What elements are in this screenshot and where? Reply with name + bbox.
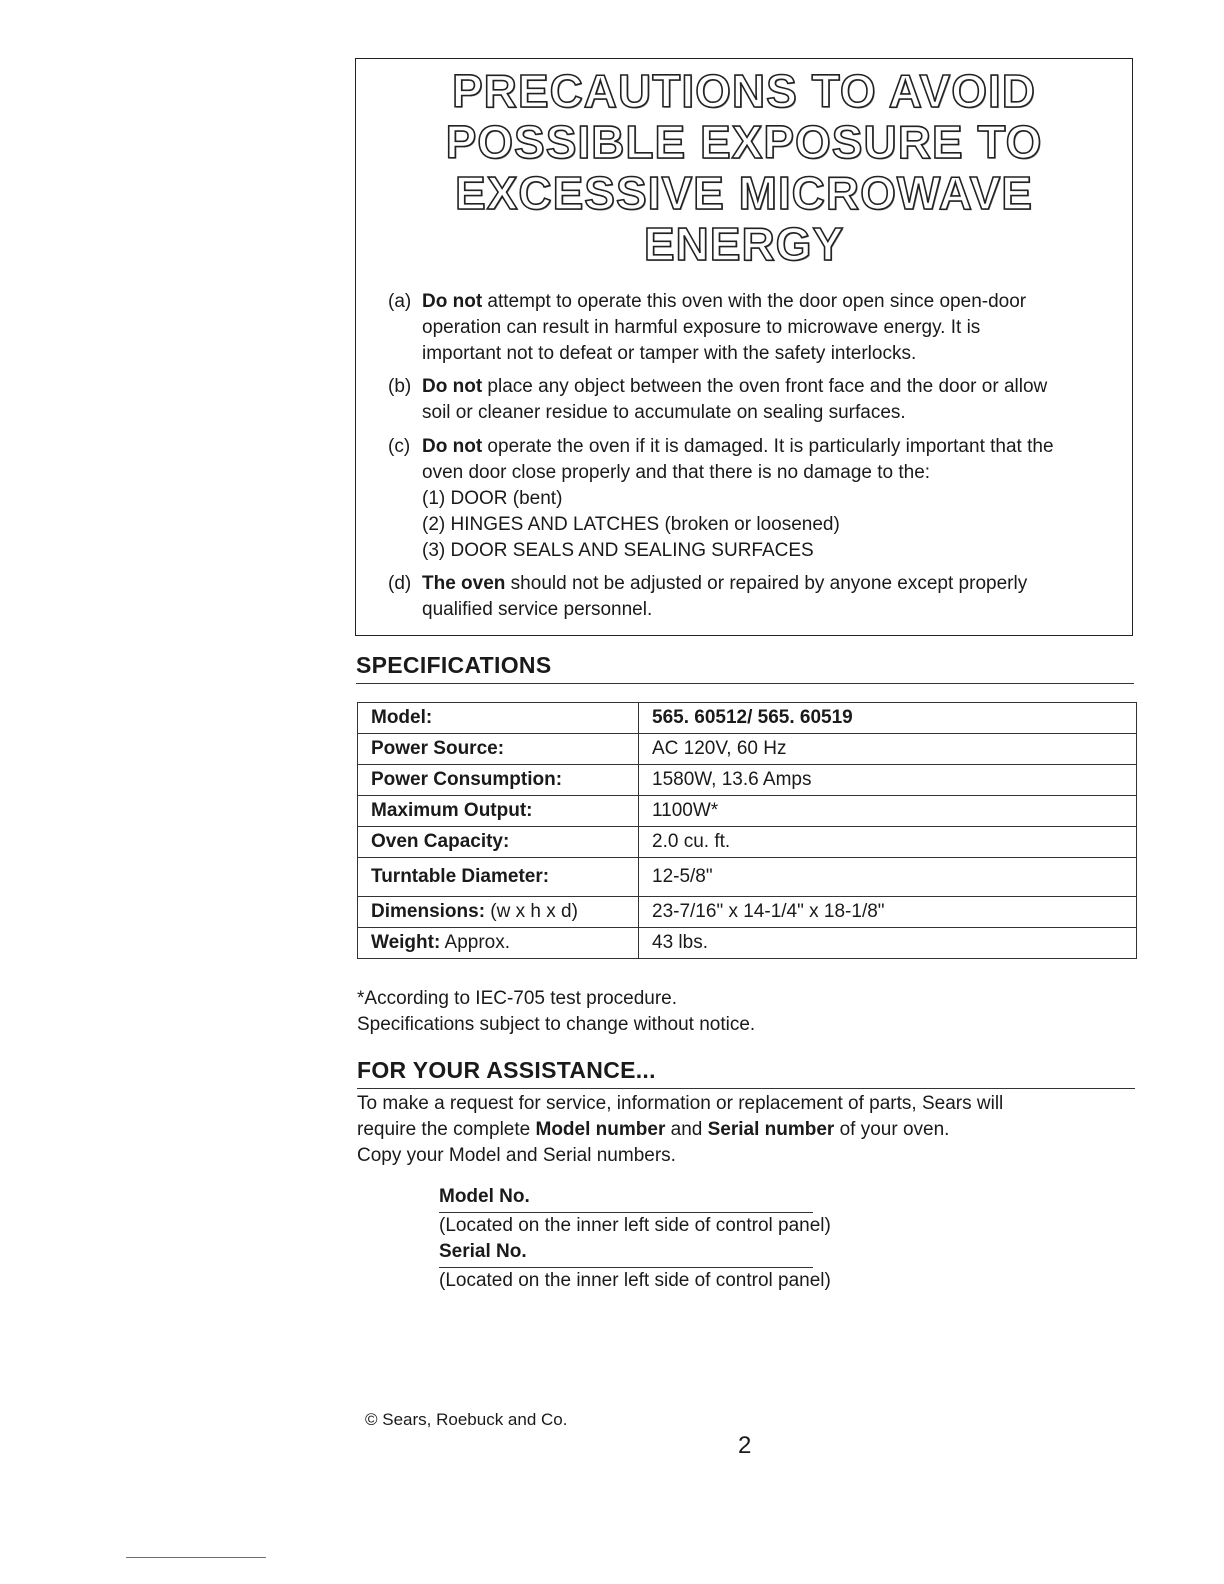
- assistance-rule: [357, 1088, 1135, 1089]
- precaution-item-b: [388, 374, 1118, 426]
- serial-no-label: Serial No.: [439, 1241, 527, 1262]
- item-text: operate the oven if it is damaged. It is particularly important that the: [482, 436, 1054, 457]
- table-row: [358, 827, 1137, 858]
- assistance-line-3: Copy your Model and Serial numbers.: [357, 1145, 676, 1166]
- spec-key: Dimensions:: [371, 901, 486, 922]
- model-no-label: Model No.: [439, 1186, 530, 1207]
- item-text: should not be adjusted or repaired by anyone except properly: [505, 573, 1028, 594]
- spec-value: 565. 60512/ 565. 60519: [639, 703, 1137, 734]
- model-no-note: (Located on the inner left side of control panel): [439, 1215, 831, 1236]
- spec-value: 2.0 cu. ft.: [639, 827, 1137, 858]
- item-label: (a): [388, 291, 412, 312]
- assistance-line-1: To make a request for service, information or replacement of parts, Sears will: [357, 1093, 1004, 1114]
- item-text: place any object between the oven front face and the door or allow: [482, 376, 1048, 397]
- headline-line-2: POSSIBLE EXPOSURE TO: [445, 116, 1043, 168]
- spec-value: 23-7/16" x 14-1/4" x 18-1/8": [639, 897, 1137, 928]
- headline-line-4: ENERGY: [643, 218, 845, 270]
- spec-value: 1580W, 13.6 Amps: [639, 765, 1137, 796]
- scan-edge-line: [126, 1557, 266, 1558]
- specifications-rule: [356, 683, 1134, 684]
- item-text: soil or cleaner residue to accumulate on sealing surfaces.: [422, 402, 906, 423]
- assistance-line-2: [357, 1117, 949, 1143]
- spec-key: Turntable Diameter:: [358, 858, 639, 897]
- item-lead: Do not: [422, 376, 483, 397]
- spec-key-note: (w x h x d): [485, 901, 578, 922]
- table-row: [358, 734, 1137, 765]
- spec-key-cell: [358, 928, 639, 959]
- spec-key-cell: [358, 897, 639, 928]
- item-text: attempt to operate this oven with the door open since open-door: [482, 291, 1027, 312]
- precaution-subitem-2: (2) HINGES AND LATCHES (broken or loosened): [422, 514, 840, 535]
- assistance-text: of your oven.: [834, 1119, 950, 1140]
- item-text: oven door close properly and that there is no damage to the:: [422, 462, 931, 483]
- precaution-item-a: [388, 289, 1118, 367]
- assistance-title: FOR YOUR ASSISTANCE...: [357, 1057, 656, 1083]
- model-number-term: Model number: [535, 1119, 666, 1140]
- table-row: [358, 765, 1137, 796]
- serial-number-term: Serial number: [707, 1119, 835, 1140]
- spec-key: Maximum Output:: [358, 796, 639, 827]
- spec-key: Power Source:: [358, 734, 639, 765]
- precaution-subitem-1: (1) DOOR (bent): [422, 488, 563, 509]
- table-row: [358, 703, 1137, 734]
- precaution-item-c: [388, 434, 1118, 486]
- table-row: [358, 928, 1137, 959]
- assistance-text: require the complete: [357, 1119, 536, 1140]
- spec-value: AC 120V, 60 Hz: [639, 734, 1137, 765]
- headline-line-1: PRECAUTIONS TO AVOID: [452, 65, 1036, 117]
- precaution-subitem-3: (3) DOOR SEALS AND SEALING SURFACES: [422, 540, 814, 561]
- precautions-headline: [355, 66, 1133, 270]
- spec-key: Power Consumption:: [358, 765, 639, 796]
- precaution-item-d: [388, 571, 1118, 623]
- page-number: 2: [738, 1432, 752, 1459]
- item-lead: The oven: [422, 573, 506, 594]
- spec-key: Oven Capacity:: [358, 827, 639, 858]
- item-text: qualified service personnel.: [422, 599, 653, 620]
- item-label: (d): [388, 573, 412, 594]
- spec-key: Weight:: [371, 932, 441, 953]
- spec-value: 12-5/8": [639, 858, 1137, 897]
- item-text: operation can result in harmful exposure to microwave energy. It is: [422, 317, 981, 338]
- table-row: [358, 858, 1137, 897]
- item-text: important not to defeat or tamper with the safety interlocks.: [422, 343, 917, 364]
- spec-key-note: Approx.: [440, 932, 511, 953]
- serial-no-note: (Located on the inner left side of control panel): [439, 1270, 831, 1291]
- spec-footnote: *According to IEC-705 test procedure.: [357, 988, 678, 1009]
- copyright: © Sears, Roebuck and Co.: [365, 1410, 568, 1429]
- spec-notice: Specifications subject to change without notice.: [357, 1014, 756, 1035]
- spec-value: 43 lbs.: [639, 928, 1137, 959]
- item-label: (c): [388, 436, 411, 457]
- item-label: (b): [388, 376, 412, 397]
- table-row: [358, 897, 1137, 928]
- assistance-text: and: [665, 1119, 708, 1140]
- table-row: [358, 796, 1137, 827]
- spec-key: Model:: [358, 703, 639, 734]
- headline-line-3: EXCESSIVE MICROWAVE: [455, 167, 1033, 219]
- item-lead: Do not: [422, 436, 483, 457]
- spec-value: 1100W*: [639, 796, 1137, 827]
- specifications-table: [357, 702, 1137, 959]
- item-lead: Do not: [422, 291, 483, 312]
- specifications-title: SPECIFICATIONS: [356, 652, 552, 678]
